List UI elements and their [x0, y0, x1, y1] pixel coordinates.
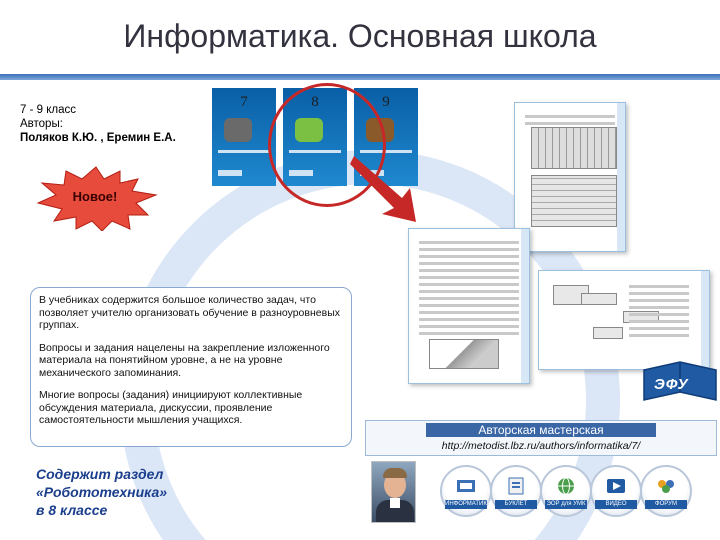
- authors-label: Авторы:: [20, 118, 63, 130]
- authors-names: Поляков К.Ю. , Еремин Е.А.: [20, 132, 176, 144]
- robotics-line: «Робототехника»: [36, 484, 168, 500]
- globe-icon: [555, 477, 577, 495]
- photo-collar: [390, 498, 400, 508]
- textbook-page-preview: [514, 102, 626, 252]
- page-margin: [701, 271, 709, 369]
- resource-label: ВИДЕО: [595, 500, 637, 509]
- title-underline: [0, 74, 720, 80]
- resource-label: ИНФОРМАТИКА: [445, 501, 491, 507]
- new-badge-label: Новое!: [72, 189, 118, 204]
- resource-label: ФОРУМ: [645, 500, 687, 509]
- workshop-title: Авторская мастерская: [426, 423, 656, 437]
- arrow-icon: [350, 150, 430, 230]
- book-grade-number: 9: [382, 94, 390, 110]
- video-icon: [605, 477, 627, 495]
- tree-icon: [224, 118, 252, 142]
- cover-publisher-line: [218, 170, 242, 176]
- robotics-line: в 8 классе: [36, 502, 108, 518]
- book-grade-number: 8: [311, 94, 319, 110]
- presentation-icon: [455, 477, 477, 495]
- flowchart-node: [581, 293, 617, 305]
- page-margin: [521, 229, 529, 383]
- photo-hair: [383, 468, 407, 478]
- textbook-cover-grade-7[interactable]: [212, 88, 276, 186]
- textbook-page-preview: [538, 270, 710, 370]
- page-text-lines: [619, 281, 699, 337]
- cover-title-line: [218, 150, 270, 153]
- page-text-lines: [515, 103, 625, 125]
- feature-paragraph: В учебниках содержится большое количество задач, что позволяет учителю организовать обучение в разноуровневых группах.: [39, 294, 340, 331]
- resource-button-video[interactable]: [590, 465, 642, 517]
- resource-button-eor[interactable]: [540, 465, 592, 517]
- page-text-lines: [409, 229, 529, 335]
- resource-button-forum[interactable]: [640, 465, 692, 517]
- grade-range: 7 - 9 класс: [20, 104, 76, 116]
- author-workshop-banner[interactable]: [365, 420, 717, 456]
- resource-button-booklet[interactable]: [490, 465, 542, 517]
- robotics-note: [36, 465, 167, 519]
- workshop-link[interactable]: http://metodist.lbz.ru/authors/informatika/7/: [441, 440, 641, 452]
- booklet-icon: [505, 477, 527, 495]
- resource-label: БУКЛЕТ: [495, 500, 537, 509]
- robotics-line: Содержит раздел: [36, 466, 164, 482]
- forum-icon: [655, 477, 677, 495]
- book-grade-number: 7: [240, 94, 248, 110]
- efu-label: ЭФУ: [654, 376, 689, 393]
- spreadsheet-image: [531, 127, 617, 169]
- slide-title: Информатика. Основная школа: [123, 18, 597, 54]
- resource-button-informatics[interactable]: [440, 465, 492, 517]
- textbook-page-preview: [408, 228, 530, 384]
- feature-paragraph: Многие вопросы (задания) инициируют коллективные обсуждения материала, дискуссии, проявление самостоятельности мышления учащихся.: [39, 389, 303, 426]
- page-margin: [617, 103, 625, 251]
- course-info: [20, 103, 176, 145]
- textbook-features-box: [30, 287, 352, 447]
- diagram-image: [429, 339, 499, 369]
- author-photo: [371, 461, 416, 523]
- resource-label: ЭОР для УМК: [546, 501, 586, 507]
- feature-paragraph: Вопросы и задания нацелены на закрепление изложенного материала на понятийном уровне, а не на уровне механического запоминания.: [39, 341, 330, 379]
- table-image: [531, 175, 617, 227]
